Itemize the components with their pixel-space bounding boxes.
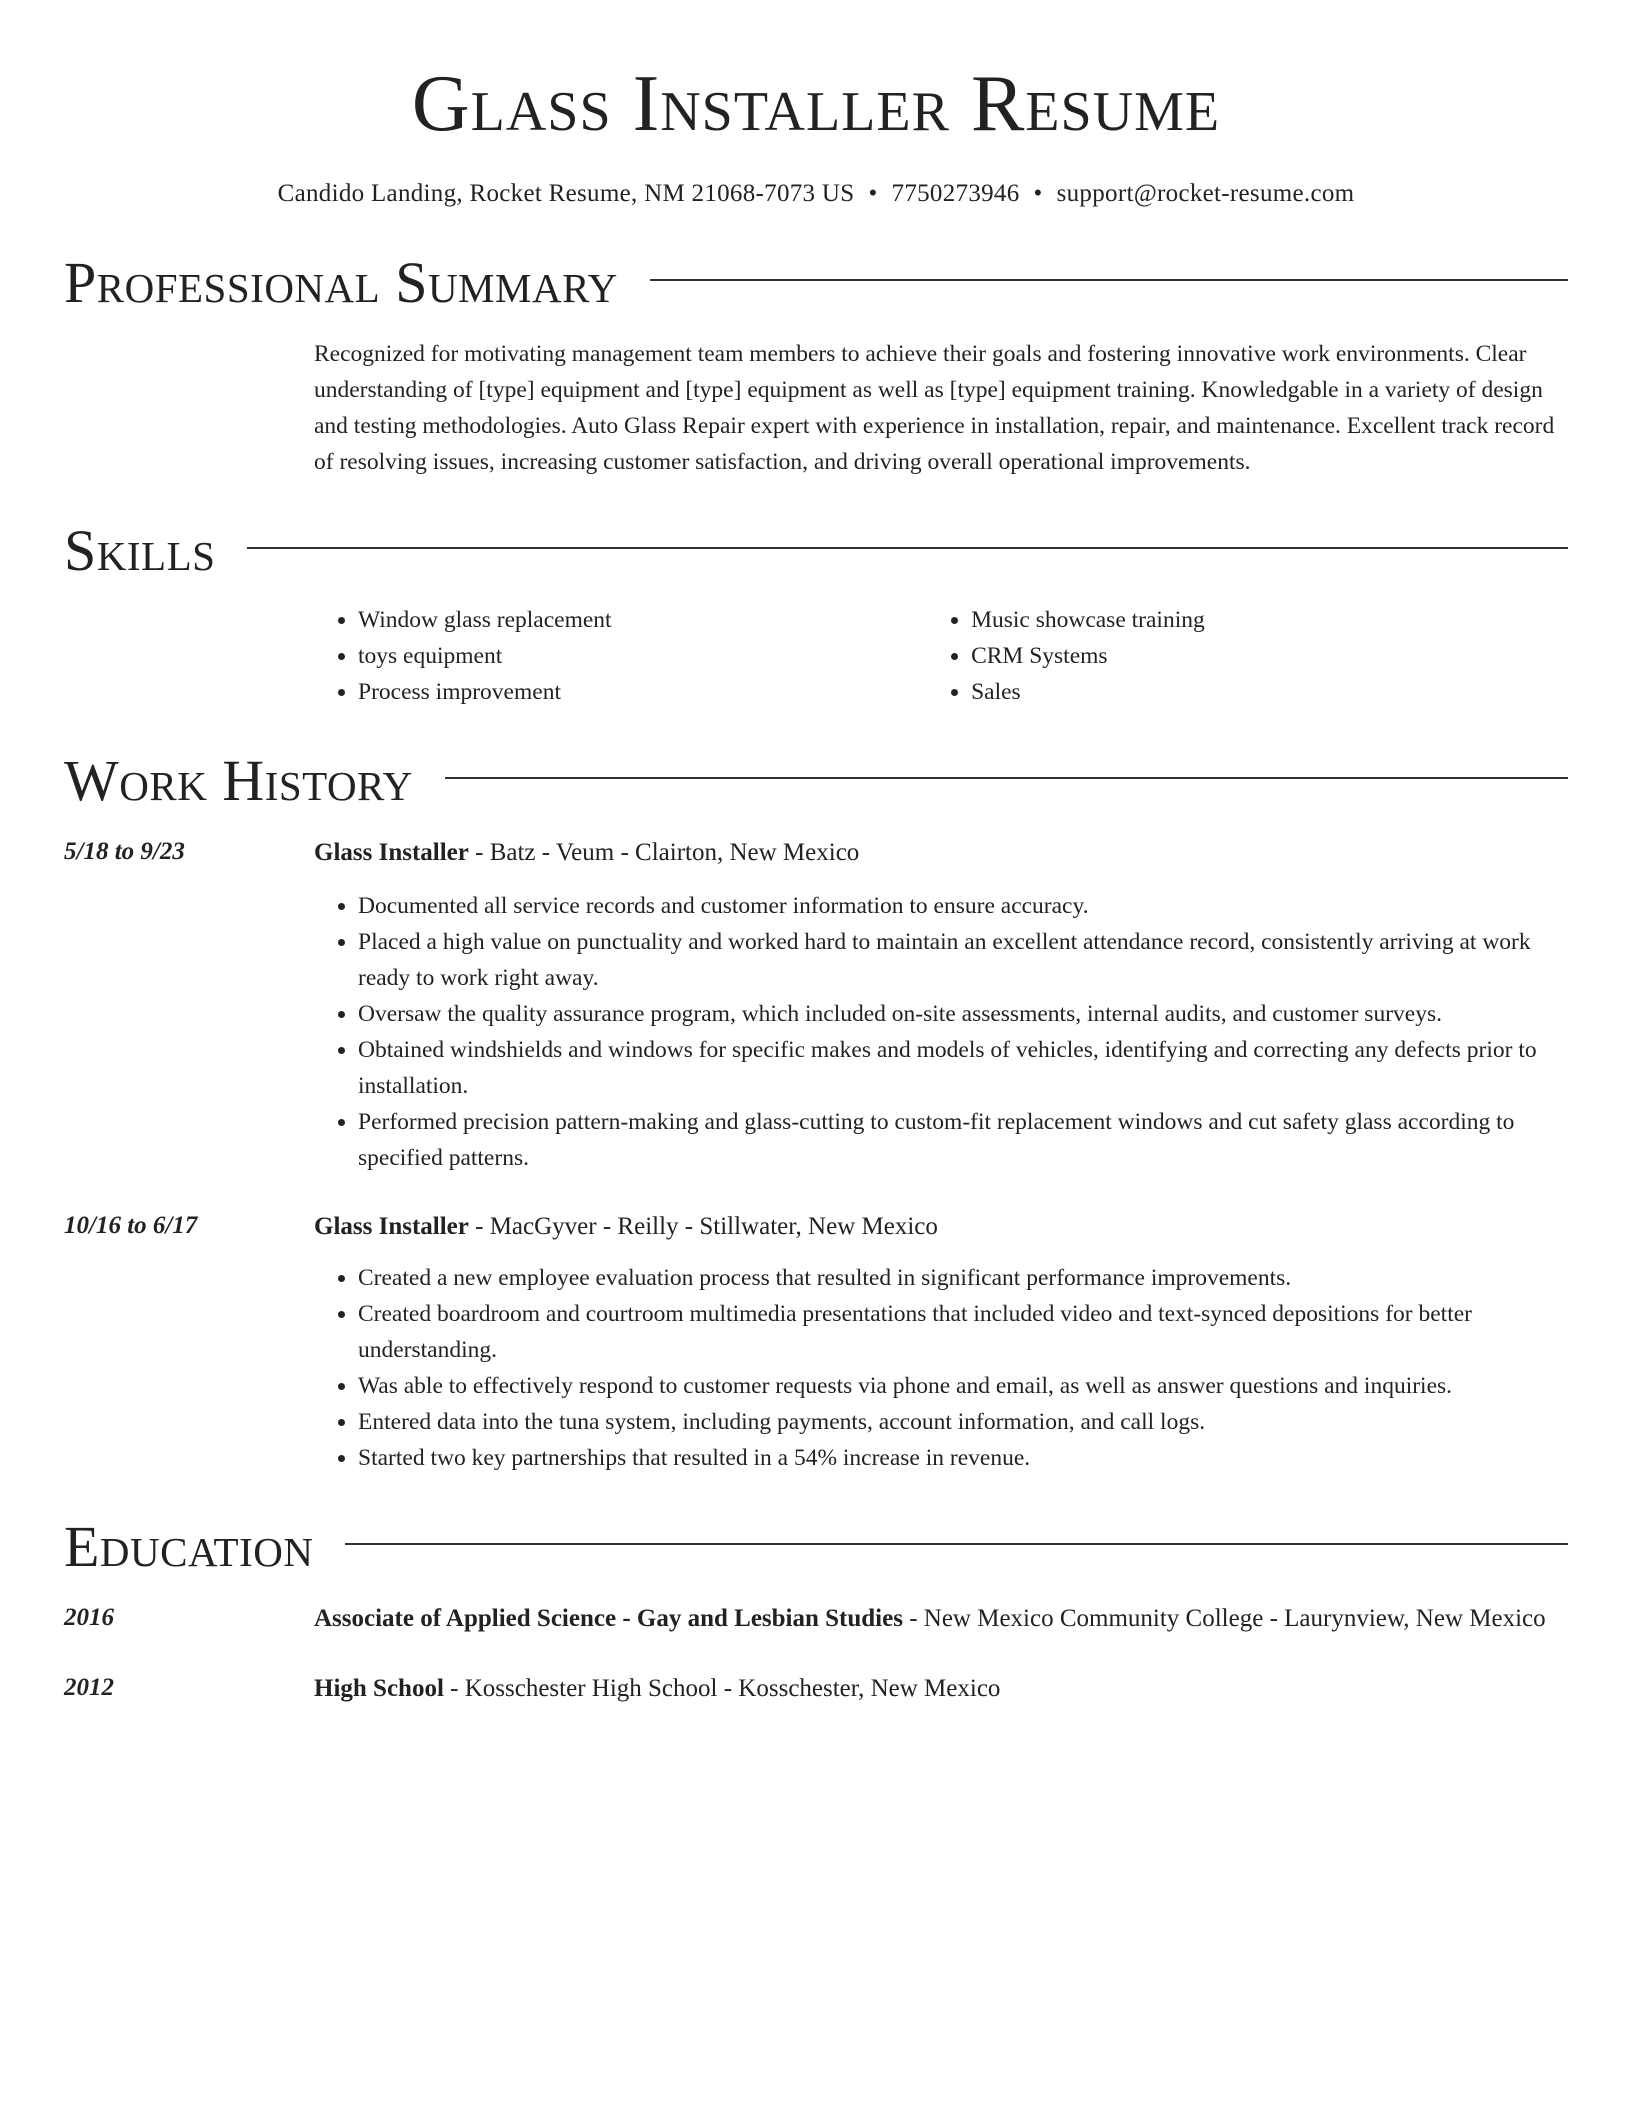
job-bullet: • Created boardroom and courtroom multimedia presentations that included video and text-synced depositions for better understanding. (358, 1296, 1568, 1368)
section-divider (445, 777, 1568, 779)
job-dates: 10/16 to 6/17 (64, 1212, 198, 1239)
section-divider (345, 1543, 1568, 1545)
resume-title: Glass Installer Resume (411, 60, 1221, 148)
job-employer: - Batz - Veum - Clairton, New Mexico (468, 839, 860, 866)
job-bullet: • Obtained windshields and windows for specific makes and models of vehicles, identifying and correcting any defects prior to installation. (358, 1032, 1568, 1104)
section-divider (247, 547, 1568, 549)
job-bullets (314, 888, 1568, 1176)
education-info (314, 1670, 1568, 1708)
job-info (314, 834, 1568, 1176)
summary-text: Recognized for motivating management team members to achieve their goals and fostering innovative work environments. Clear understanding of [type] equipment and [type] equipment as well as [type] equipment training. Knowledgable in a variety of design and testing methodologies. Auto Glass Repair expert with experience in installation, repair, and maintenance. Excellent track record of resolving issues, increasing customer satisfaction, and driving overall operational improvements. (314, 341, 1555, 475)
job-entry (64, 1208, 1568, 1476)
job-info (314, 1208, 1568, 1476)
contact-phone: 7750273946 (891, 180, 1020, 207)
job-title: Glass Installer (314, 1213, 469, 1240)
education-heading: Education (64, 1514, 314, 1579)
skills-column-1 (314, 602, 927, 710)
resume-page (64, 56, 1568, 1708)
job-headline (314, 1208, 1568, 1246)
skill-item: • Sales (971, 674, 1568, 710)
education-school: - New Mexico Community College - Laurynview, New Mexico (902, 1605, 1546, 1632)
job-headline (314, 834, 1568, 872)
contact-separator: • (868, 180, 878, 207)
skill-item: • Music showcase training (971, 602, 1568, 638)
skills-heading: Skills (64, 518, 216, 583)
job-title: Glass Installer (314, 839, 469, 866)
job-bullet: • Placed a high value on punctuality and worked hard to maintain an excellent attendance record, consistently arriving at work ready to work right away. (358, 924, 1568, 996)
contact-address: Candido Landing, Rocket Resume, NM 21068-7073 US (277, 180, 855, 207)
skill-item: • Process improvement (358, 674, 927, 710)
education-entry (64, 1600, 1568, 1638)
job-bullet: • Oversaw the quality assurance program, which included on-site assessments, internal audits, and customer surveys. (358, 996, 1568, 1032)
job-bullet: • Was able to effectively respond to customer requests via phone and email, as well as answer questions and inquiries. (358, 1368, 1568, 1404)
job-bullet: • Entered data into the tuna system, including payments, account information, and call logs. (358, 1404, 1568, 1440)
education-section-header (64, 1514, 1568, 1580)
education-degree: Associate of Applied Science - Gay and Lesbian Studies (314, 1605, 903, 1632)
job-bullet: • Documented all service records and customer information to ensure accuracy. (358, 888, 1568, 924)
work-heading: Work History (64, 748, 413, 813)
job-bullet: • Started two key partnerships that resulted in a 54% increase in revenue. (358, 1440, 1568, 1476)
skill-item: • CRM Systems (971, 638, 1568, 674)
education-degree: High School (314, 1675, 444, 1702)
contact-separator: • (1033, 180, 1043, 207)
section-divider (650, 279, 1568, 281)
job-bullets (314, 1260, 1568, 1476)
skill-item: • Window glass replacement (358, 602, 927, 638)
work-section-header (64, 748, 1568, 814)
contact-email: support@rocket-resume.com (1056, 180, 1355, 207)
education-year: 2012 (64, 1674, 114, 1701)
job-bullet: • Performed precision pattern-making and glass-cutting to custom-fit replacement windows and cut safety glass according to specified patterns. (358, 1104, 1568, 1176)
skills-list (314, 602, 1568, 710)
summary-section-header (64, 250, 1568, 316)
education-school: - Kosschester High School - Kosschester, New Mexico (443, 1675, 1001, 1702)
education-year: 2016 (64, 1604, 114, 1631)
job-bullet: • Created a new employee evaluation process that resulted in significant performance improvements. (358, 1260, 1568, 1296)
education-entry (64, 1670, 1568, 1708)
job-dates: 5/18 to 9/23 (64, 838, 185, 865)
education-info (314, 1600, 1568, 1638)
summary-heading: Professional Summary (64, 250, 618, 315)
contact-line (64, 176, 1568, 212)
skill-item: • toys equipment (358, 638, 927, 674)
skills-section-header (64, 518, 1568, 584)
job-employer: - MacGyver - Reilly - Stillwater, New Mexico (468, 1213, 938, 1240)
skills-column-2 (927, 602, 1568, 710)
job-entry (64, 834, 1568, 1176)
